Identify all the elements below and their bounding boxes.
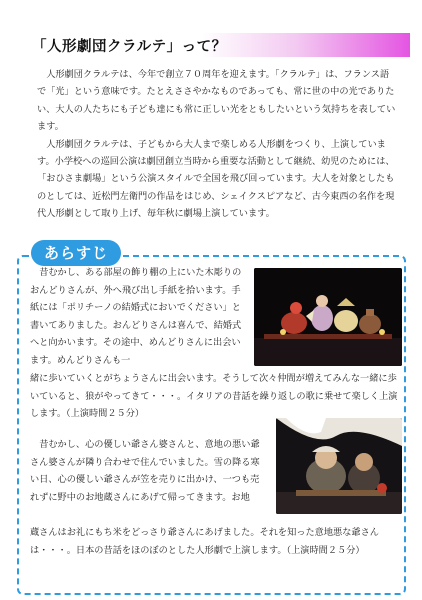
intro-paragraph-2: 人形劇団クラルテは、子どもから大人まで楽しめる人形劇をつくり、上演しています。小学校への巡回公演は劇団創立当時から重要な活動として継続、幼児のためには、「おひさま劇場」という公演スタイルで全国を飛び回っています。大人を対象としたものとしては、近松門左衛門の作品をはじめ、シェイクスピアなど、古今東西の名作を現代人形劇として取り上げ、毎年秋に劇場上演しています。 bbox=[37, 138, 395, 220]
story2-text-bottom bbox=[30, 524, 400, 559]
section-title-bar bbox=[32, 33, 410, 57]
story1-paragraph-bottom: 緒に歩いていくとがちょうさんに出会います。そうして次々仲間が増えてみんな一緒に歩いていると、狼がやってきて・・・。イタリアの昔話を繰り返しの歌に乗せて楽しく上演します。（上演時間２５分） bbox=[30, 373, 398, 420]
puppet-show-photo-jizo bbox=[276, 418, 402, 514]
story2-paragraph-bottom: 蔵さんはお礼にもち米をどっさり爺さんにあげました。それを知った意地悪な爺さんは・・・。日本の昔話をほのぼのとした人形劇で上演します。（上演時間２５分） bbox=[30, 527, 379, 556]
synopsis-badge: あらすじ bbox=[31, 240, 121, 266]
story1-paragraph-top: 昔むかし、ある部屋の飾り棚の上にいた木彫りのおんどりさんが、外へ飛び出し手紙を拾います。手紙には「ポリチーノの結婚式においでください」と書いてありました。おんどりさんは喜んで、結婚式へと向かいます。その途中、めんどりさんに出会います。めんどりさんも一 bbox=[30, 267, 242, 366]
page-title: 「人形劇団クラルテ」って？ bbox=[32, 39, 227, 55]
story2-text-top bbox=[30, 436, 268, 506]
story1-text-bottom bbox=[30, 370, 400, 423]
story1-text-top bbox=[30, 264, 245, 370]
story2-paragraph-top: 昔むかし、心の優しい爺さん婆さんと、意地の悪い爺さん婆さんが隣り合わせで住んでいました。雪の降る寒い日、心の優しい爺さんが笠を売りに出かけ、一つも売れずに野中のお地蔵さんにあげて帰ってきます。お地 bbox=[30, 439, 260, 503]
puppet-show-photo-rooster-image bbox=[254, 268, 402, 366]
intro-text bbox=[37, 66, 397, 223]
intro-paragraph-1: 人形劇団クラルテは、今年で創立７０周年を迎えます。「クラルテ」は、フランス語で「光」という意味です。たとえささやかなものであっても、常に世の中の光でありたい、大人の人たちにも子ども達にも常に正しい光をともしたいという気持ちを表しています。 bbox=[37, 69, 396, 133]
puppet-show-photo-rooster bbox=[254, 268, 402, 366]
puppet-show-photo-jizo-image bbox=[276, 418, 402, 514]
